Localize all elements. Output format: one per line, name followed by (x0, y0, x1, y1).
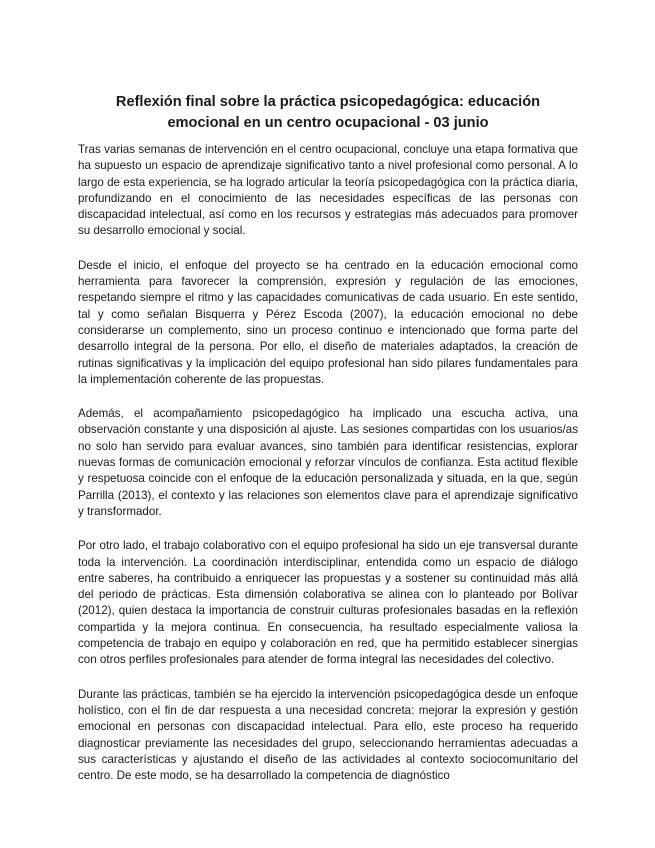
document-title: Reflexión final sobre la práctica psicopedagógica: educación emocional en un centro ocupacional - 03 junio (115, 94, 541, 131)
paragraph-2: Desde el inicio, el enfoque del proyecto se ha centrado en la educación emocional como herramienta para favorecer la comprensión, expresión y regulación de las emociones, respetando siempre el ritmo y las capacidades comunicativas de cada usuario. En este sentido, tal y como señalan Bisquerra y Pérez Escoda (2007), la educación emocional no debe considerarse un complemento, sino un proceso continuo e intencionado que forma parte del desarrollo integral de la persona. Por ello, el diseño de materiales adaptados, la creación de rutinas significativas y la implicación del equipo profesional han sido pilares fundamentales para la implementación coherente de las propuestas. (78, 258, 578, 386)
paragraph-5: Durante las prácticas, también se ha ejercido la intervención psicopedagógica desde un enfoque holístico, con el fin de dar respuesta a una necesidad concreta: mejorar la expresión y gestión emocional en personas con discapacidad intelectual. Para ello, este proceso ha requerido diagnosticar previamente las necesidades del grupo, seleccionando herramientas adecuadas a sus características y ajustando el diseño de las actividades al contexto sociocomunitario del centro. De este modo, se ha desarrollado la competencia de diagnóstico (78, 687, 578, 783)
paragraph-4: Por otro lado, el trabajo colaborativo con el equipo profesional ha sido un eje transversal durante toda la intervención. La coordinación interdisciplinar, entendida como un espacio de diálogo entre saberes, ha contribuido a enriquecer las propuestas y a sostener su continuidad más allá del periodo de prácticas. Esta dimensión colaborativa se alinea con lo planteado por Bolívar (2012), quien destaca la importancia de construir culturas profesionales basadas en la reflexión compartida y la mejora continua. En consecuencia, ha resultado especialmente valiosa la competencia de trabajo en equipo y colaboración en red, que ha permitido establecer sinergias con otros perfiles profesionales para atender de forma integral las necesidades del colectivo. (78, 539, 578, 667)
document-body (78, 142, 578, 802)
paragraph-1: Tras varias semanas de intervención en el centro ocupacional, concluye una etapa formativa que ha supuesto un espacio de aprendizaje significativo tanto a nivel profesional como personal. A lo largo de esta experiencia, se ha logrado articular la teoría psicopedagógica con la práctica diaria, profundizando en el conocimiento de las necesidades específicas de las personas con discapacidad intelectual, así como en los recursos y estrategias más adecuados para promover su desarrollo emocional y social. (78, 143, 578, 238)
paragraph-3: Además, el acompañamiento psicopedagógico ha implicado una escucha activa, una observación constante y una disposición al ajuste. Las sesiones compartidas con los usuarios/as no solo han servido para evaluar avances, sino también para identificar resistencias, explorar nuevas formas de comunicación emocional y reforzar vínculos de confianza. Esta actitud flexible y respetuosa coincide con el enfoque de la educación personalizada y situada, en la que, según Parrilla (2013), el contexto y las relaciones son elementos clave para el aprendizaje significativo y transformador. (78, 407, 578, 518)
